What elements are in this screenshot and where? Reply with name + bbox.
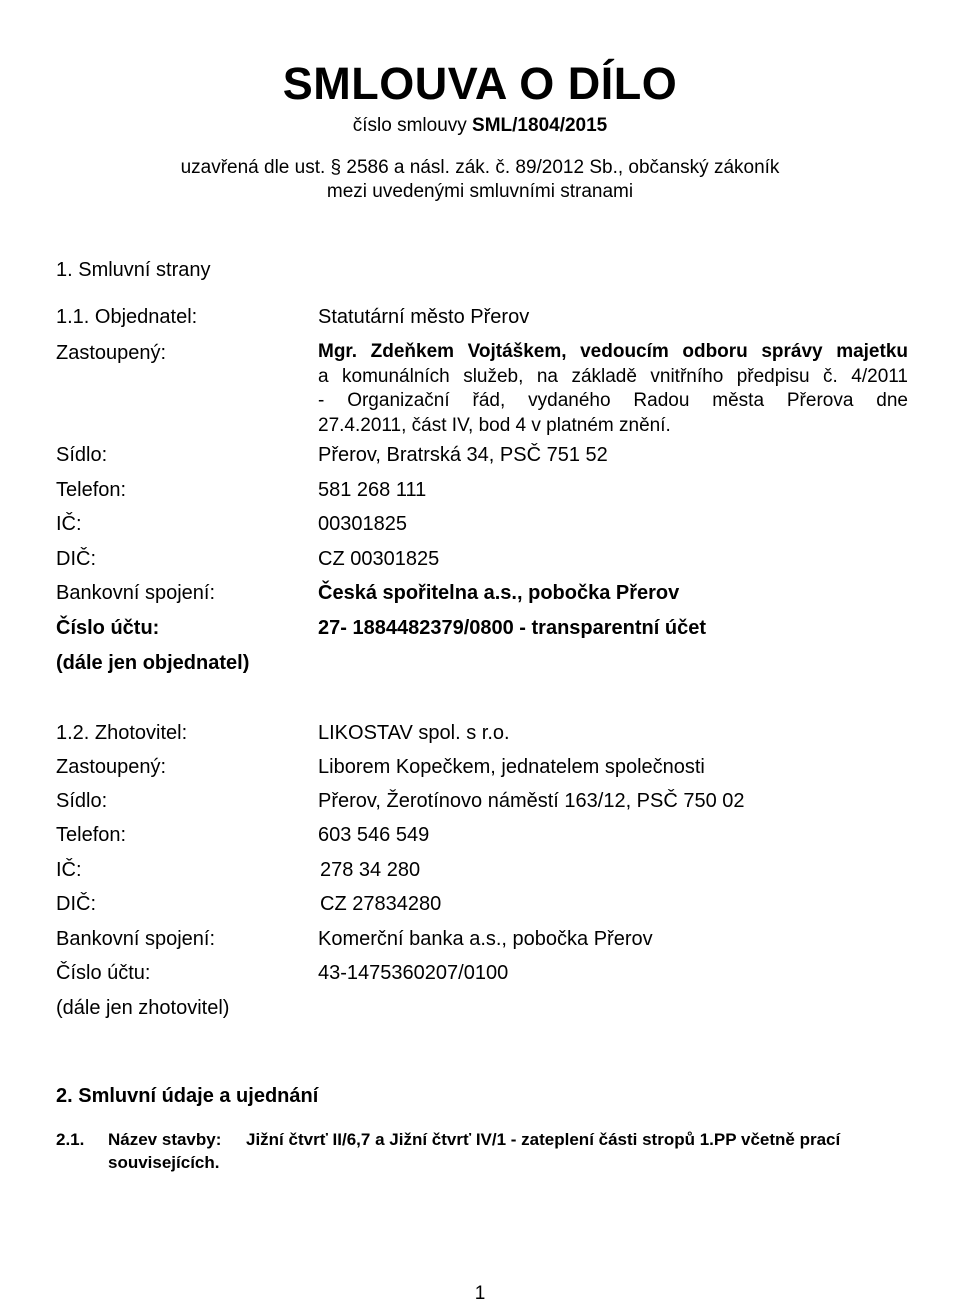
- client-account: 27- 1884482379/0800 - transparentní účet: [318, 617, 706, 639]
- client-ic: 00301825: [318, 513, 407, 535]
- contractor-seat-label: Sídlo:: [56, 790, 108, 812]
- client-alias: (dále jen objednatel): [56, 652, 250, 674]
- client-represented-line-3: - Organizační řád, vydaného Radou města Přerova dne: [318, 390, 908, 411]
- contractor-dic: CZ 27834280: [320, 893, 442, 915]
- item-2-1-number: 2.1.: [56, 1130, 85, 1149]
- client-seat: Přerov, Bratrská 34, PSČ 751 52: [318, 444, 608, 466]
- client-represented-line-1: Mgr. Zdeňkem Vojtáškem, vedoucím odboru správy majetku: [318, 341, 908, 362]
- intro-line-2: mezi uvedenými smluvními stranami: [326, 181, 634, 202]
- client-account-label: Číslo účtu:: [56, 617, 160, 639]
- document-title: SMLOUVA O DÍLO: [282, 58, 678, 109]
- contractor-represented: Liborem Kopečkem, jednatelem společnosti: [318, 756, 705, 778]
- contractor-account-label: Číslo účtu:: [56, 962, 151, 984]
- contractor-phone-label: Telefon:: [56, 824, 127, 846]
- page-number: 1: [474, 1283, 486, 1304]
- client-represented-label: Zastoupený:: [56, 342, 167, 364]
- item-2-1-text-line-2: souvisejících.: [108, 1153, 220, 1172]
- contractor-represented-label: Zastoupený:: [56, 756, 167, 778]
- client-represented-line-2: a komunálních služeb, na základě vnitřního předpisu č. 4/2011: [318, 365, 908, 387]
- client-ic-label: IČ:: [56, 513, 82, 535]
- client-represented-line-4: 27.4.2011, část IV, bod 4 v platném znění.: [318, 414, 671, 436]
- contract-number-line: [0, 114, 960, 138]
- client-number-label: 1.1. Objednatel:: [56, 306, 198, 328]
- contract-number-prefix: číslo smlouvy: [352, 115, 473, 136]
- client-represented: [318, 340, 908, 438]
- contractor-bank: Komerční banka a.s., pobočka Přerov: [318, 928, 653, 950]
- client-bank: Česká spořitelna a.s., pobočka Přerov: [318, 582, 680, 604]
- contractor-dic-label: DIČ:: [56, 893, 96, 915]
- client-bank-label: Bankovní spojení:: [56, 582, 215, 604]
- client-phone: 581 268 111: [318, 479, 427, 501]
- contractor-phone: 603 546 549: [318, 824, 430, 846]
- client-phone-label: Telefon:: [56, 479, 127, 501]
- client-name: Statutární město Přerov: [318, 306, 530, 328]
- contractor-ic-label: IČ:: [56, 859, 82, 881]
- client-dic: CZ 00301825: [318, 548, 440, 570]
- contract-number: SML/1804/2015: [472, 115, 608, 136]
- contractor-name: LIKOSTAV spol. s r.o.: [318, 722, 510, 744]
- section-1-heading: 1. Smluvní strany: [56, 259, 211, 281]
- contractor-bank-label: Bankovní spojení:: [56, 928, 215, 950]
- contractor-seat: Přerov, Žerotínovo náměstí 163/12, PSČ 750 02: [318, 790, 745, 812]
- contractor-ic: 278 34 280: [320, 859, 421, 881]
- contractor-number-label: 1.2. Zhotovitel:: [56, 722, 188, 744]
- item-2-1-label: Název stavby:: [108, 1130, 222, 1149]
- contractor-alias: (dále jen zhotovitel): [56, 997, 230, 1019]
- client-dic-label: DIČ:: [56, 548, 96, 570]
- client-seat-label: Sídlo:: [56, 444, 108, 466]
- section-2-heading: 2. Smluvní údaje a ujednání: [56, 1085, 319, 1107]
- intro-line-1: uzavřená dle ust. § 2586 a násl. zák. č. 89/2012 Sb., občanský zákoník: [180, 157, 780, 178]
- contractor-account: 43-1475360207/0100: [318, 962, 509, 984]
- item-2-1-text-line-1: Jižní čtvrť II/6,7 a Jižní čtvrť IV/1 - zateplení části stropů 1.PP včetně prací: [246, 1130, 841, 1149]
